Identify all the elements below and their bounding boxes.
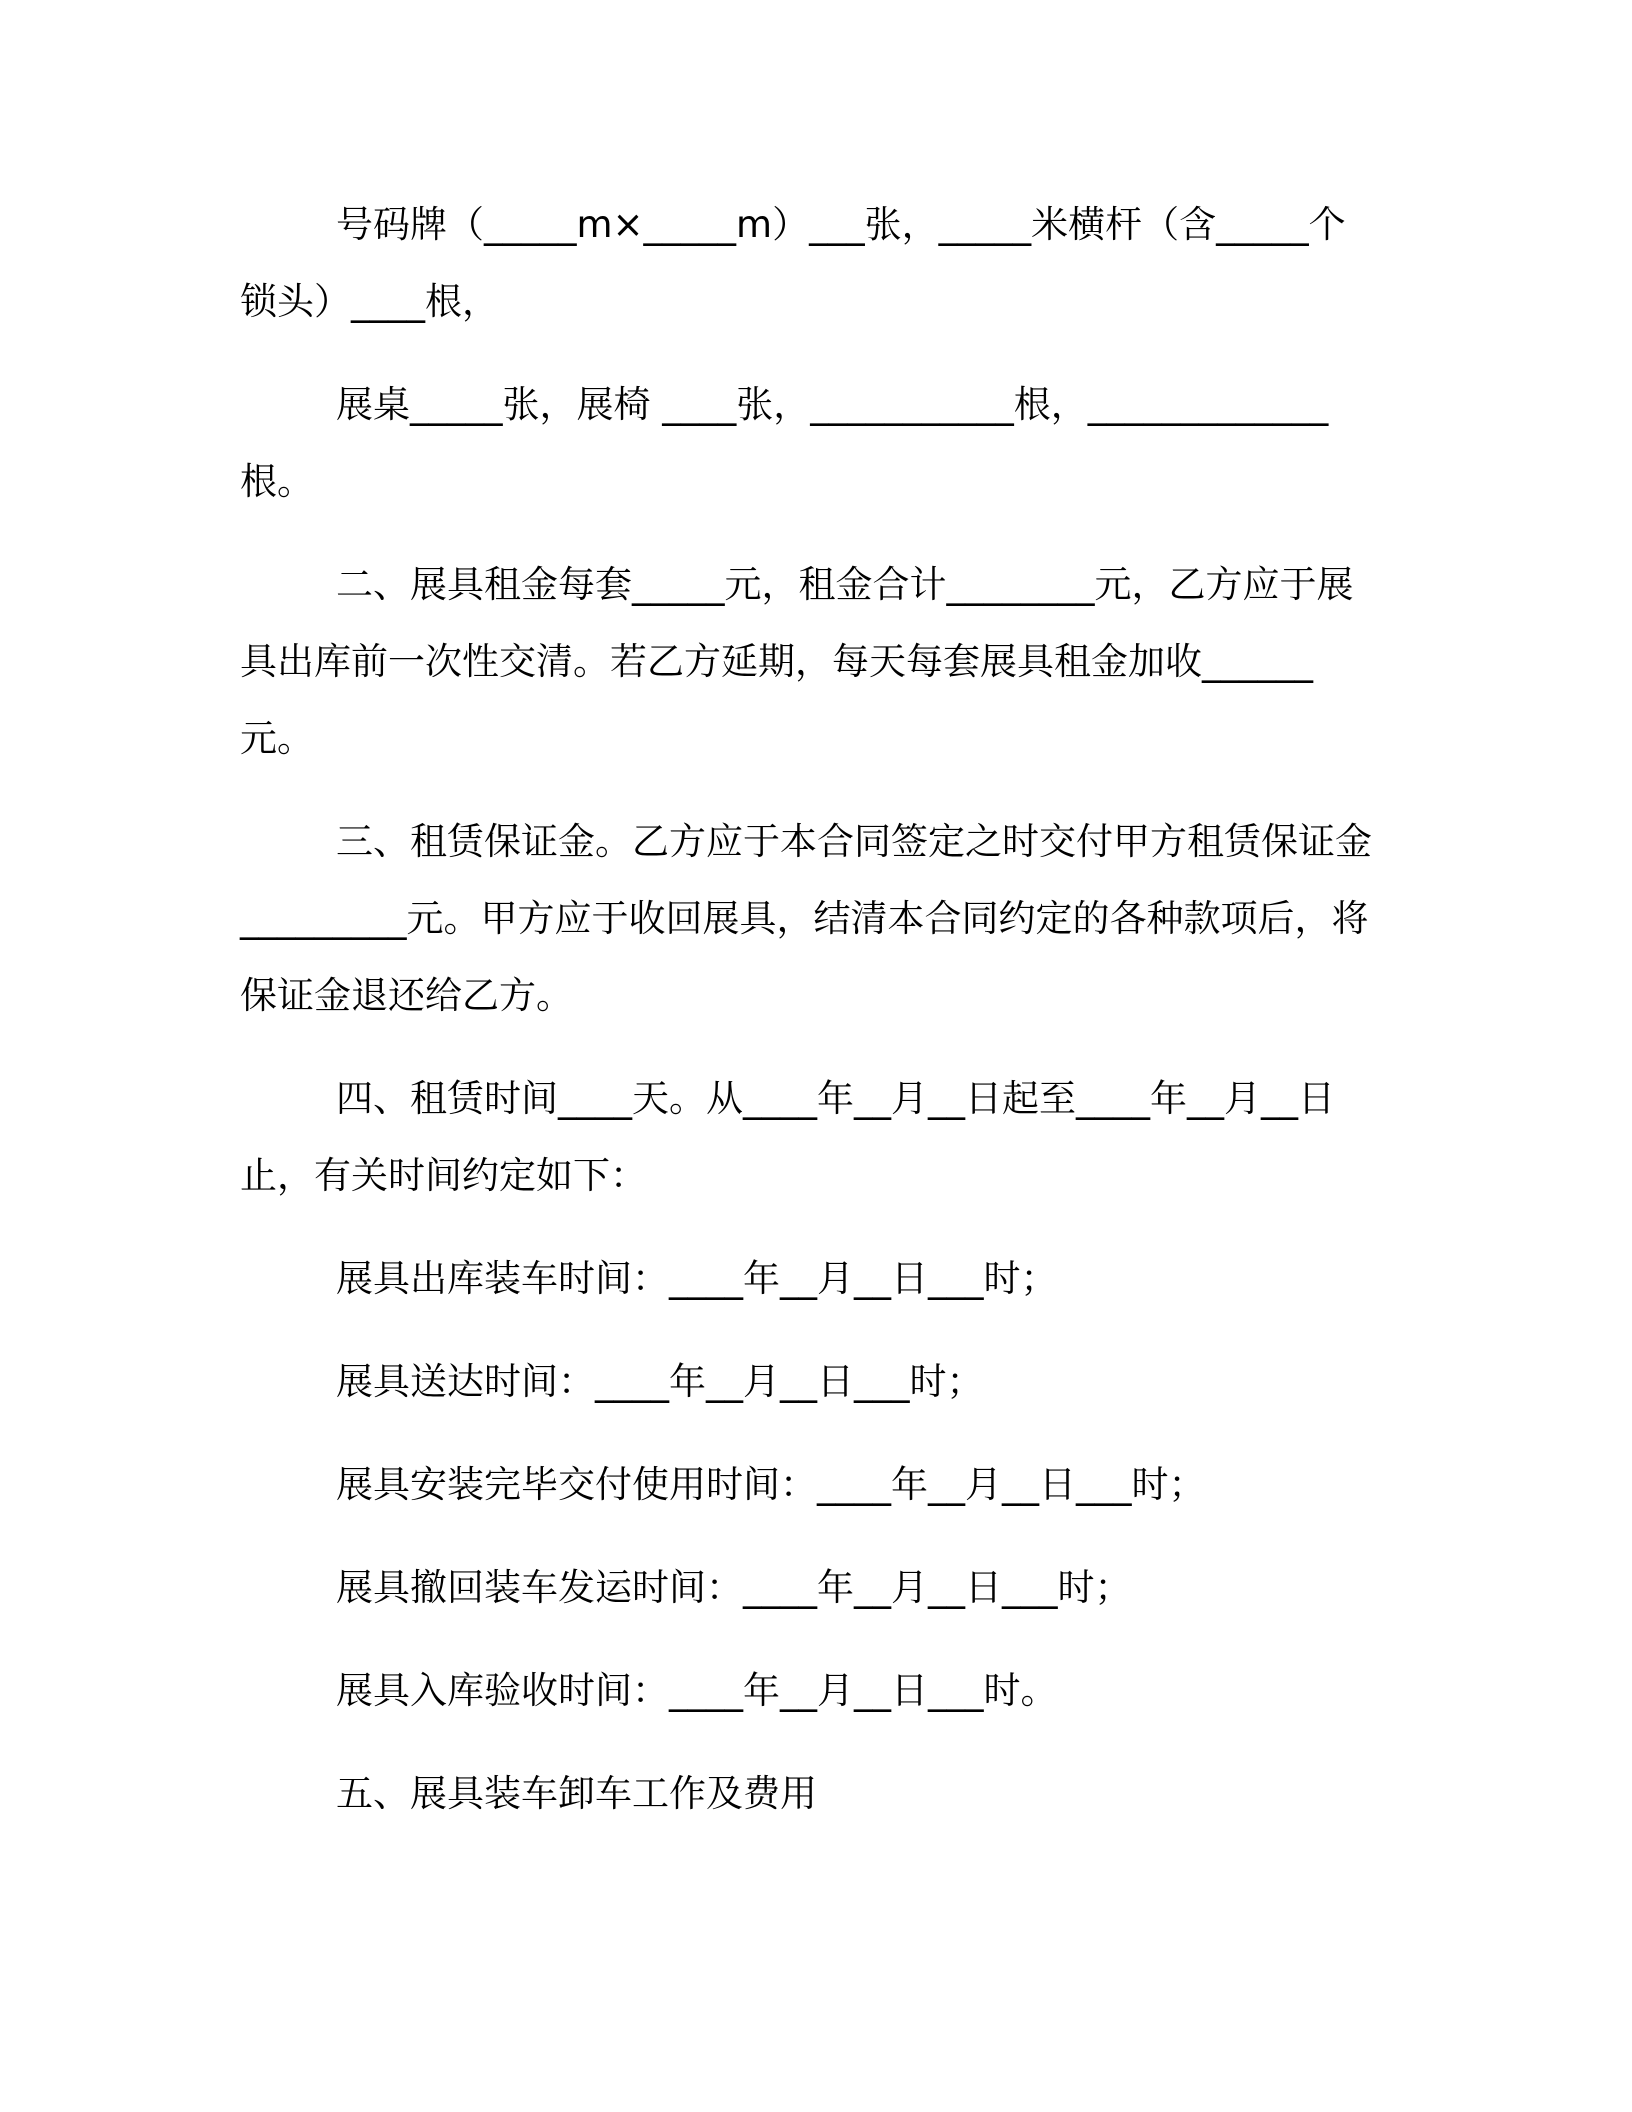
paragraph-tables-chairs: 展桌_____张，展椅 ____张，___________根，_____________根。	[240, 383, 1329, 503]
paragraph-lease-period: 四、租赁时间____天。从____年__月__日起至____年__月__日止，有关时间约定如下：	[240, 1077, 1335, 1197]
paragraph-loading-time: 展具出库装车时间：____年__月__日___时；	[336, 1257, 1058, 1300]
paragraph-installation-time: 展具安装完毕交付使用时间：____年__月__日___时；	[336, 1463, 1206, 1506]
paragraph-deposit: 三、租赁保证金。乙方应于本合同签定之时交付甲方租赁保证金_________元。甲方应于收回展具，结清本合同约定的各种款项后，将保证金退还给乙方。	[240, 820, 1372, 1017]
paragraph-rent: 二、展具租金每套_____元，租金合计________元，乙方应于展具出库前一次性交清。若乙方延期，每天每套展具租金加收______元。	[240, 563, 1354, 760]
section-heading-loading-fees: 五、展具装车卸车工作及费用	[336, 1772, 817, 1815]
paragraph-withdrawal-time: 展具撤回装车发运时间：____年__月__日___时；	[336, 1566, 1132, 1609]
paragraph-delivery-time: 展具送达时间：____年__月__日___时；	[336, 1360, 984, 1403]
paragraph-warehouse-time: 展具入库验收时间：____年__月__日___时。	[336, 1669, 1058, 1712]
paragraph-booth-signs: 号码牌（_____m×_____m）___张，_____米横杆（含_____个锁头）____根，	[240, 203, 1346, 323]
document-body	[240, 186, 1380, 1832]
